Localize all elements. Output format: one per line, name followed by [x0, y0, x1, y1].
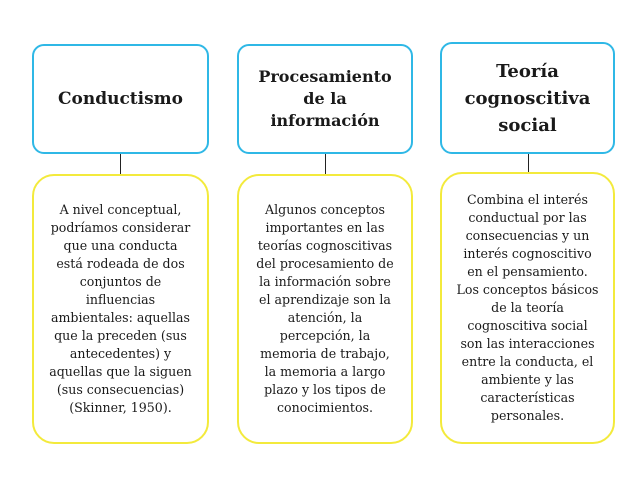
conductismo-description: A nivel conceptual, podríamos considerar que una conducta está rodeada de dos conjuntos de influencias ambientales: aquellas que la preceden (sus antecedentes) y aquellas que la siguen (sus consecuencias) (Skinner, 1950).	[49, 202, 192, 415]
teoria-social-description-box	[440, 172, 615, 444]
procesamiento-description: Algunos conceptos importantes en las teorías cognoscitivas del procesamiento de la información sobre el aprendizaje son la atención, la percepción, la memoria de trabajo, la memoria a largo plazo y los tipos de conocimientos.	[256, 202, 394, 415]
procesamiento-title: Procesamiento de la información	[258, 67, 392, 130]
procesamiento-description-box	[237, 174, 413, 444]
conductismo-title: Conductismo	[57, 89, 184, 109]
teoria-social-title: Teoría cognoscitiva social	[464, 60, 591, 136]
conductismo-title-box	[32, 44, 209, 154]
teoria-social-title-box	[440, 42, 615, 154]
procesamiento-title-box	[237, 44, 413, 154]
conductismo-connector	[120, 154, 121, 174]
procesamiento-connector	[325, 154, 326, 174]
conductismo-description-box	[32, 174, 209, 444]
teoria-social-description: Combina el interés conductual por las consecuencias y un interés cognoscitivo en el pensamiento. Los conceptos básicos de la teoría cognoscitiva social son las interacciones entre la conducta, el ambiente y las características personales.	[456, 192, 599, 423]
teoria-social-connector	[528, 154, 529, 172]
